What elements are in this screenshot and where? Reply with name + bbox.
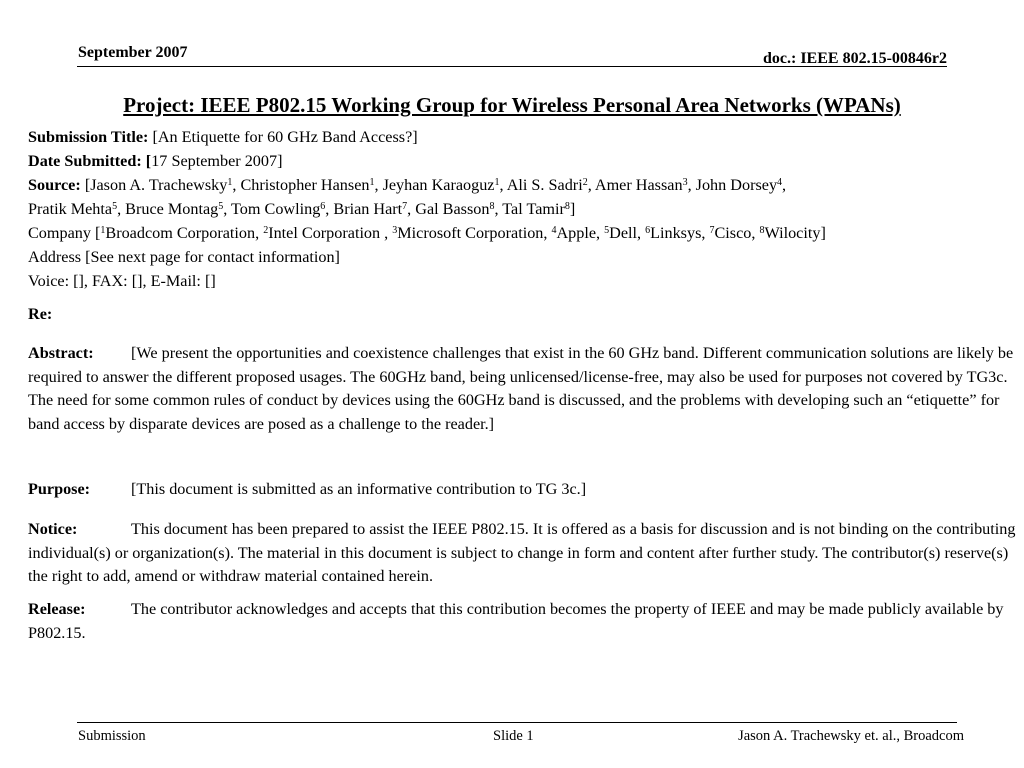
- affiliation-marker: 4: [551, 225, 557, 236]
- footer-submission: Submission: [78, 728, 146, 744]
- header-divider: [77, 66, 947, 67]
- page-title: Project: IEEE P802.15 Working Group for Wireless Personal Area Networks (WPANs): [123, 93, 901, 117]
- abstract-text: [We present the opportunities and coexistence challenges that exist in the 60 GHz band. Different communication solutions are likely be required to answer the different proposed usages. The 60GHz band, being unlicensed/license-free, may also be used for purposes not covered by TG3c. The need for some common rules of conduct by devices using the 60GHz band is discussed, and the problems with developing such an “etiquette” for band access by disparate devices are posed as a challenge to the reader.]: [28, 344, 1014, 433]
- notice-label: Notice:: [28, 520, 78, 538]
- author-name: , Ali S. Sadri: [499, 176, 583, 194]
- author-name: [Jason A. Trachewsky: [80, 176, 228, 194]
- submission-title-line: [28, 125, 1018, 149]
- date-submitted-line: [28, 149, 1018, 173]
- affiliation-marker: 5: [218, 201, 224, 212]
- company-prefix: Company [: [28, 224, 101, 242]
- source-authors-2: [28, 200, 575, 218]
- header-doc-id: doc.: IEEE 802.15-00846r2: [763, 50, 947, 67]
- address-line: Address [See next page for contact information]: [28, 248, 340, 266]
- affiliation-marker: 6: [645, 225, 651, 236]
- company-name: Linksys,: [650, 224, 710, 242]
- author-name: , Jeyhan Karaoguz: [374, 176, 495, 194]
- affiliation-marker: 2: [582, 177, 588, 188]
- source-line-1: [28, 173, 1018, 197]
- author-name: , Bruce Montag: [117, 200, 219, 218]
- author-name: , Christopher Hansen: [232, 176, 370, 194]
- affiliation-marker: 2: [263, 225, 269, 236]
- company-name: Intel Corporation ,: [268, 224, 393, 242]
- affiliation-marker: 3: [682, 177, 688, 188]
- author-name: , Amer Hassan: [587, 176, 683, 194]
- footer-divider: [77, 722, 957, 723]
- affiliation-marker: 5: [112, 201, 118, 212]
- affiliation-marker: 6: [320, 201, 326, 212]
- voice-line: Voice: [], FAX: [], E-Mail: []: [28, 272, 216, 290]
- submission-title-value: [An Etiquette for 60 GHz Band Access?]: [148, 128, 418, 146]
- company-name: Microsoft Corporation,: [397, 224, 552, 242]
- affiliation-marker: 8: [759, 225, 765, 236]
- submission-title-label: Submission Title:: [28, 128, 149, 146]
- release-section: [28, 598, 1018, 645]
- release-text: The contributor acknowledges and accepts that this contribution becomes the property of IEEE and may be made publicly available by P802.15.: [28, 600, 1004, 642]
- purpose-label: Purpose:: [28, 480, 91, 498]
- author-name: , John Dorsey: [687, 176, 778, 194]
- purpose-text: [This document is submitted as an informative contribution to TG 3c.]: [131, 480, 587, 498]
- affiliation-marker: 5: [604, 225, 610, 236]
- company-name: Wilocity]: [764, 224, 826, 242]
- affiliation-marker: 8: [564, 201, 570, 212]
- affiliation-marker: 1: [227, 177, 233, 188]
- affiliation-marker: 3: [392, 225, 398, 236]
- company-name: Broadcom Corporation,: [105, 224, 264, 242]
- author-name: , Brian Hart: [325, 200, 403, 218]
- release-label: Release:: [28, 600, 86, 618]
- author-name: ,: [782, 176, 787, 194]
- author-name: , Gal Basson: [407, 200, 490, 218]
- submission-metadata: [28, 125, 1018, 293]
- company-list: [100, 224, 825, 242]
- notice-text: This document has been prepared to assist the IEEE P802.15. It is offered as a basis for discussion and is not binding on the contributing individual(s) or organization(s). The material in this document is subject to change in form and content after further study. The contributor(s) reserve(s) the right to add, amend or withdraw material contained herein.: [28, 520, 1016, 585]
- date-submitted-value: 17 September 2007]: [151, 152, 283, 170]
- purpose-section: [28, 478, 1018, 502]
- abstract-label: Abstract:: [28, 344, 94, 362]
- company-name: Apple,: [556, 224, 605, 242]
- affiliation-marker: 1: [100, 225, 106, 236]
- affiliation-marker: 7: [709, 225, 715, 236]
- affiliation-marker: 8: [489, 201, 495, 212]
- source-label: Source:: [28, 176, 81, 194]
- re-label: Re:: [28, 305, 53, 323]
- affiliation-marker: 4: [777, 177, 783, 188]
- abstract-section: [28, 342, 1018, 436]
- date-submitted-label: Date Submitted: [: [28, 152, 152, 170]
- source-authors-1: [81, 176, 786, 194]
- affiliation-marker: 1: [494, 177, 500, 188]
- affiliation-marker: 7: [402, 201, 408, 212]
- footer-author: Jason A. Trachewsky et. al., Broadcom: [738, 728, 964, 744]
- company-name: Cisco,: [714, 224, 760, 242]
- author-name: , Tal Tamir: [494, 200, 565, 218]
- footer-slide-number: Slide 1: [493, 728, 534, 744]
- company-line: [28, 221, 1018, 245]
- affiliation-marker: 1: [369, 177, 375, 188]
- header-date: September 2007: [78, 44, 188, 61]
- source-line-2: [28, 197, 1018, 221]
- author-name: ]: [569, 200, 576, 218]
- notice-section: [28, 518, 1018, 589]
- author-name: Pratik Mehta: [28, 200, 113, 218]
- author-name: , Tom Cowling: [223, 200, 321, 218]
- company-name: Dell,: [609, 224, 646, 242]
